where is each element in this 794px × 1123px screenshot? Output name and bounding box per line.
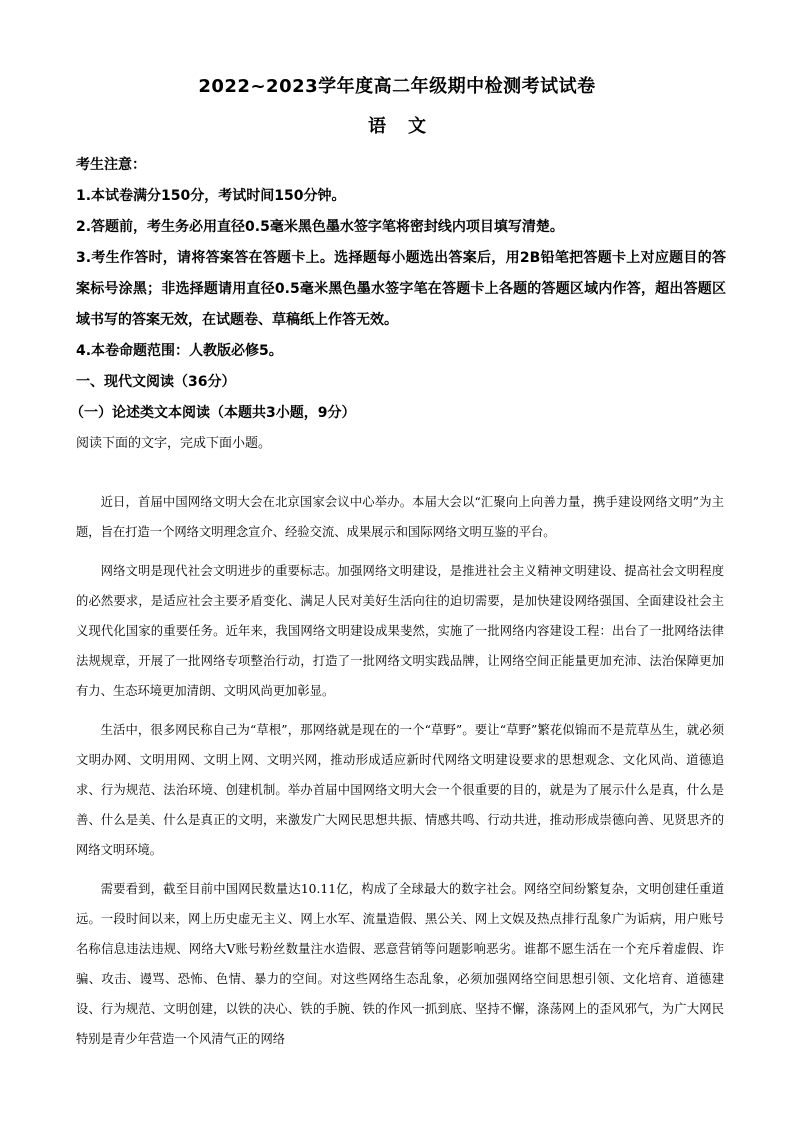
section-heading-modern-reading: 一、现代文阅读（36分） (76, 374, 236, 390)
notice-heading: 考生注意： (76, 157, 146, 173)
passage-paragraph: 网络文明是现代社会文明进步的重要标志。加强网络文明建设，是推进社会主义精神文明建设、提高社会文明程度的必然要求，是适应社会主要矛盾变化、满足人民对美好生活向往的迫切需要，是加快建设网络强国、全面建设社会主义现代化国家的重要任务。近年来，我国网络文明建设成果斐然，实施了一批网络内容建设工程：出台了一批网络法律法规规章，开展了一批网络专项整治行动，打造了一批网络文明实践品牌，让网络空间正能量更加充沛、法治保障更加有力、生态环境更加清朗、文明风尚更加彰显。 (76, 564, 724, 698)
notice-item-4: 4.本卷命题范围：人教版必修5。 (76, 343, 283, 359)
notice-item-1: 1.本试卷满分150分，考试时间150分钟。 (76, 188, 346, 204)
passage-paragraph: 近日，首届中国网络文明大会在北京国家会议中心举办。本届大会以“汇聚向上向善力量，携手建设网络文明”为主题，旨在打造一个网络文明理念宣介、经验交流、成果展示和国际网络文明互鉴的平台。 (76, 495, 724, 539)
notice-item-2: 2.答题前，考生务必用直径0.5毫米黑色墨水签字笔将密封线内项目填写清楚。 (76, 219, 564, 235)
passage-paragraph: 生活中，很多网民称自己为“草根”，那网络就是现在的一个“草野”。要让“草野”繁花似锦而不是荒草丛生，就必须文明办网、文明用网、文明上网、文明兴网，推动形成适应新时代网络文明建设要求的思想观念、文化风尚、道德追求、行为规范、法治环境、创建机制。举办首届中国网络文明大会一个很重要的目的，就是为了展示什么是真，什么是善、什么是美、什么是真正的文明，来激发广大网民思想共振、情感共鸣、行动共进，推动形成崇德向善、见贤思齐的网络文明环境。 (76, 723, 724, 857)
reading-instruction: 阅读下面的文字，完成下面小题。 (76, 436, 272, 451)
reading-passage (76, 487, 724, 1063)
passage-paragraph: 需要看到，截至目前中国网民数量达10.11亿，构成了全球最大的数字社会。网络空间纷繁复杂，文明创建任重道远。一段时间以来，网上历史虚无主义、网上水军、流量造假、黑公关、网上文娱及热点排行乱象广为诟病，用户账号名称信息违法违规、网络大V账号粉丝数量注水造假、恶意营销等问题影响恶劣。谁都不愿生活在一个充斥着虚假、诈骗、攻击、谩骂、恐怖、色情、暴力的空间。对这些网络生态乱象，必须加强网络空间思想引领、文化培育、道德建设、行为规范、文明创建，以铁的决心、铁的手腕、铁的作风一抓到底、坚持不懈，涤荡网上的歪风邪气，为广大网民特别是青少年营造一个风清气正的网络 (76, 882, 724, 1046)
exam-title: 2022~2023学年度高二年级期中检测考试试卷 (198, 76, 596, 97)
subsection-heading-argumentative: （一）论述类文本阅读（本题共3小题，9分） (70, 405, 356, 421)
notice-item-3: 3.考生作答时，请将答案答在答题卡上。选择题每小题选出答案后，用2B铅笔把答题卡上对应题目的答案标号涂黑；非选择题请用直径0.5毫米黑色墨水签字笔在答题卡上各题的答题区域内作答，超出答题区域书写的答案无效，在试题卷、草稿纸上作答无效。 (76, 250, 726, 328)
subject-title: 语文 (368, 116, 448, 137)
candidate-notice (70, 150, 726, 459)
